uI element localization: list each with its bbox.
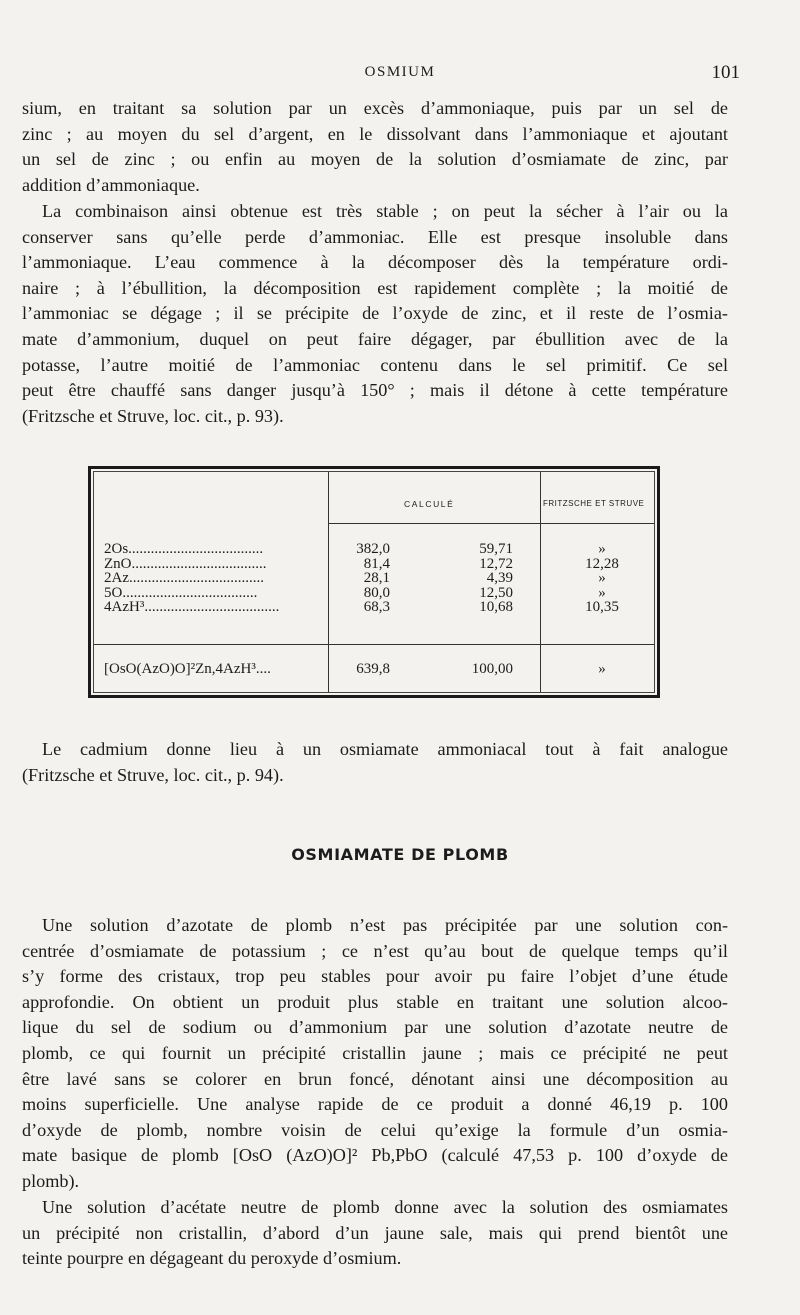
- header-calcule: CALCULÉ: [404, 499, 455, 509]
- text-line: s’y forme des cristaux, trop peu stables pour avoir pu faire l’objet d’une étude: [22, 966, 728, 987]
- text-line: lique du sel de sodium ou d’ammonium par une solution d’azotate neutre de: [22, 1017, 728, 1038]
- text-line: Une solution d’azotate de plomb n’est pas précipitée par une solution con-: [42, 915, 728, 935]
- percent-value: 4,39: [486, 570, 513, 586]
- column-divider: [540, 472, 541, 692]
- text-line: l’ammoniac se dégage ; il se précipite de l’oxyde de zinc, et il reste de l’osmia-: [22, 303, 728, 324]
- table-row: 4AzH³....................................: [104, 599, 280, 615]
- percent-value: 12,50: [479, 584, 513, 601]
- paragraph-5: [22, 1195, 728, 1272]
- column-divider: [328, 472, 329, 692]
- row-label: 2Os: [104, 541, 129, 557]
- table-row: 2Az....................................: [104, 570, 264, 586]
- row-label: 4AzH³: [104, 599, 145, 615]
- text-line: zinc ; au moyen du sel d’argent, en le dissolvant dans l’ammoniaque et ajoutant: [22, 123, 728, 144]
- percent-value: 12,72: [479, 555, 513, 572]
- text-line: potasse, l’autre moitié de l’ammoniac contenu dans le sel primitif. Ce sel: [22, 354, 728, 375]
- calc-value: 28,1: [363, 570, 390, 586]
- table-row: ZnO....................................: [104, 555, 267, 572]
- text-line: d’oxyde de plomb, nombre voisin de celui qu’exige la formule d’un osmia-: [22, 1119, 728, 1140]
- text-line: Une solution d’acétate neutre de plomb donne avec la solution des osmiamates: [42, 1197, 728, 1217]
- text-line: teinte pourpre en dégageant du peroxyde d’osmium.: [22, 1248, 402, 1269]
- total-rule: [94, 644, 654, 645]
- header-rule: [328, 523, 654, 524]
- paragraph-1: [22, 96, 728, 198]
- text-line: La combinaison ainsi obtenue est très stable ; on peut la sécher à l’air ou la: [42, 201, 728, 221]
- row-label: 5O: [104, 584, 123, 601]
- running-head-title: OSMIUM: [364, 64, 436, 80]
- text-line: moins superficielle. Une analyse rapide de ce produit a donné 46,19 p. 100: [22, 1094, 728, 1115]
- percent-value: 10,68: [479, 599, 513, 615]
- text-line: l’ammoniaque. L’eau commence à la décomposer dès la température ordi-: [22, 252, 728, 273]
- text-line: naire ; à l’ébullition, la décomposition est rapidement complète ; la moitié de: [22, 277, 728, 298]
- calc-value: 80,0: [363, 584, 390, 601]
- text-line: Le cadmium donne lieu à un osmiamate ammoniacal tout à fait analogue: [42, 739, 728, 759]
- experimental-value: »: [598, 541, 606, 557]
- experimental-value: 12,28: [585, 555, 619, 572]
- paragraph-4: [22, 913, 728, 1195]
- text-line: un sel de zinc ; ou enfin au moyen de la solution d’osmiamate de zinc, par: [22, 149, 728, 170]
- text-line: peut être chauffé sans danger jusqu’à 150° ; mais il détone à cette température: [22, 380, 728, 401]
- row-label: ZnO: [104, 555, 132, 572]
- total-experimental-value: »: [598, 661, 606, 677]
- total-formula: [OsO(AzO)O]²Zn,4AzH³: [104, 661, 256, 677]
- calc-value: 68,3: [363, 599, 390, 615]
- total-calc-value: 639,8: [356, 661, 390, 677]
- text-line: conserver sans qu’elle perde d’ammoniac. Elle est presque insoluble dans: [22, 226, 728, 247]
- text-line: mate d’ammonium, duquel on peut faire dégager, par ébullition avec de la: [22, 328, 728, 349]
- calc-value: 382,0: [356, 541, 390, 557]
- experimental-value: »: [598, 584, 606, 601]
- experimental-value: »: [598, 570, 606, 586]
- text-line: être lavé sans se colorer en brun foncé, dénotant ainsi une décomposition au: [22, 1068, 728, 1089]
- section-heading: OSMIAMATE DE PLOMB: [291, 845, 509, 864]
- composition-table: [88, 466, 660, 698]
- text-line: approfondie. On obtient un produit plus stable en traitant une solution alcoo-: [22, 991, 728, 1012]
- experimental-value: 10,35: [585, 599, 619, 615]
- paragraph-2: [22, 199, 728, 429]
- text-line: mate basique de plomb [OsO (AzO)O]² Pb,PbO (calculé 47,53 p. 100 d’oxyde de: [22, 1145, 728, 1166]
- text-line: sium, en traitant sa solution par un excès d’ammoniaque, puis par un sel de: [22, 98, 728, 118]
- text-line: (Fritzsche et Struve, loc. cit., p. 94).: [22, 764, 284, 785]
- total-row-label: [OsO(AzO)O]²Zn,4AzH³....: [104, 661, 271, 677]
- text-line: plomb, ce qui fournit un précipité cristallin jaune ; mais ce précipité ne peut: [22, 1042, 728, 1063]
- text-line: centrée d’osmiamate de potassium ; ce n’est qu’au bout de quelque temps qu’il: [22, 940, 728, 961]
- calc-value: 81,4: [363, 555, 390, 572]
- text-line: (Fritzsche et Struve, loc. cit., p. 93).: [22, 405, 284, 426]
- percent-value: 59,71: [479, 541, 513, 557]
- table-row: 5O....................................: [104, 584, 258, 601]
- paragraph-3: [22, 737, 728, 788]
- text-line: plomb).: [22, 1170, 80, 1191]
- running-head: [0, 64, 800, 86]
- header-fritzsche-struve: FRITZSCHE ET STRUVE: [543, 499, 645, 508]
- page-number: 101: [711, 62, 740, 83]
- text-line: un précipité non cristallin, d’abord d’un jaune sale, mais qui prend bientôt une: [22, 1222, 728, 1243]
- total-percent-value: 100,00: [471, 661, 513, 677]
- text-line: addition d’ammoniaque.: [22, 174, 200, 195]
- row-label: 2Az: [104, 570, 129, 586]
- table-row: 2Os....................................: [104, 541, 264, 557]
